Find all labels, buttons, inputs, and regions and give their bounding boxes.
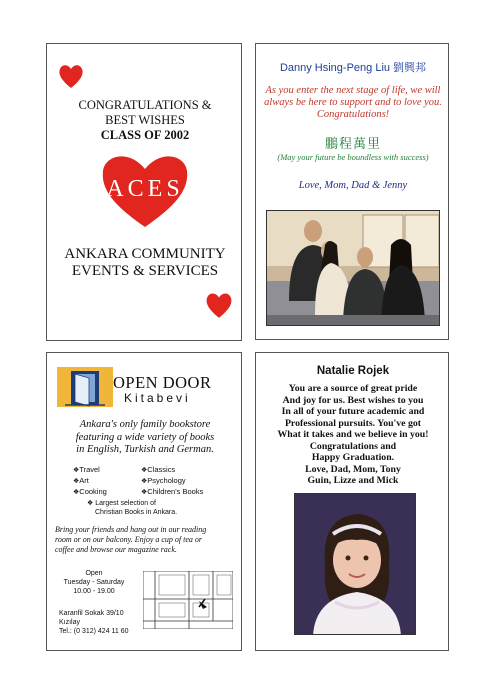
category-item: ❖ Classics <box>141 465 203 476</box>
category-item: ❖ Children's Books <box>141 487 203 498</box>
graduate-name: Natalie Rojek <box>316 365 390 377</box>
store-address <box>59 609 143 636</box>
aces-congratulations <box>47 98 243 143</box>
message-line: Happy Graduation. <box>311 452 395 463</box>
message-line: Guin, Lizze and Mick <box>307 475 399 486</box>
hours-label: Open <box>85 570 103 577</box>
message-line: What it takes and we believe in you! <box>277 429 429 440</box>
category-item: ❖ Cooking <box>73 487 107 498</box>
aces-ad <box>46 43 242 341</box>
aces-logo-text: ACES <box>106 176 184 202</box>
blessing-translation: (May your future be boundless with success) <box>277 152 429 162</box>
description-line: Ankara's only family bookstore <box>79 419 211 430</box>
message-line: As you enter the next stage of life, we will <box>265 85 441 96</box>
category-list-1 <box>73 465 107 498</box>
aces-org-line1: ANKARA COMMUNITY <box>64 246 226 262</box>
signature-line: Love, Mom, Dad & Jenny <box>298 180 408 191</box>
family-photo <box>266 210 440 326</box>
note-line: Largest selection of <box>95 500 156 507</box>
description-line: featuring a wide variety of books <box>75 431 215 443</box>
message-line: always be here to support and to love you. <box>264 97 442 108</box>
location-map-icon <box>143 571 233 629</box>
message-line: In all of your future academic and <box>281 406 425 417</box>
address-line: Karanfil Sokak 39/10 <box>59 610 124 617</box>
store-title: OPEN DOOR <box>113 373 212 392</box>
category-item: ❖ Psychology <box>141 476 203 487</box>
category-item: ❖ Travel <box>73 465 107 476</box>
description-line: in English, Turkish and German. <box>76 444 214 455</box>
message-line: Congratulations! <box>316 109 390 120</box>
store-invitation <box>55 525 235 555</box>
category-list-2 <box>141 465 203 498</box>
hours-time: 10.00 - 19.00 <box>73 588 115 595</box>
natalie-message <box>260 383 446 487</box>
aces-congrats-line: CONGRATULATIONS & <box>78 98 212 112</box>
heart-icon <box>204 290 234 320</box>
opening-hours <box>59 569 129 596</box>
message-line: Love, Dad, Mom, Tony <box>305 463 401 475</box>
open-door-logo-icon <box>57 367 113 407</box>
hours-days: Tuesday - Saturday <box>63 579 125 586</box>
message-line: You are a source of great pride <box>288 383 418 394</box>
graduate-name: Danny Hsing-Peng Liu 劉興邦 <box>279 62 427 74</box>
message-line: Professional pursuits. You've got <box>284 417 422 429</box>
note-line: Christian Books in Ankara. <box>95 509 178 516</box>
invitation-line: coffee and browse our magazine rack. <box>55 545 177 554</box>
liu-message <box>262 85 444 121</box>
invitation-line: Bring your friends and hang out in our reading <box>55 525 207 534</box>
store-description <box>55 419 235 457</box>
aces-organization <box>47 246 243 280</box>
aces-class-of: CLASS OF 2002 <box>100 128 190 142</box>
natalie-ad <box>255 352 449 651</box>
message-line: Congratulations and <box>309 440 397 452</box>
store-subtitle: Kitabevi <box>124 391 191 405</box>
liu-ad <box>255 43 449 340</box>
christian-books-note: ❖ Largest selection of Christian Books in Ankara. <box>87 499 227 517</box>
category-item: ❖ Art <box>73 476 107 487</box>
invitation-line: room or on our balcony. Enjoy a cup of tea or <box>55 535 203 544</box>
address-line: Kızılay <box>59 619 81 626</box>
child-photo <box>294 493 416 635</box>
aces-org-line2: EVENTS & SERVICES <box>71 263 219 279</box>
chinese-blessing: 鵬程萬里 <box>324 136 381 151</box>
open-door-ad <box>46 352 242 651</box>
aces-best-wishes: BEST WISHES <box>105 113 185 127</box>
phone-line: Tel.: (0 312) 424 11 60 <box>59 628 129 635</box>
heart-icon <box>57 62 85 90</box>
message-line: And joy for us. Best wishes to you <box>282 394 424 406</box>
